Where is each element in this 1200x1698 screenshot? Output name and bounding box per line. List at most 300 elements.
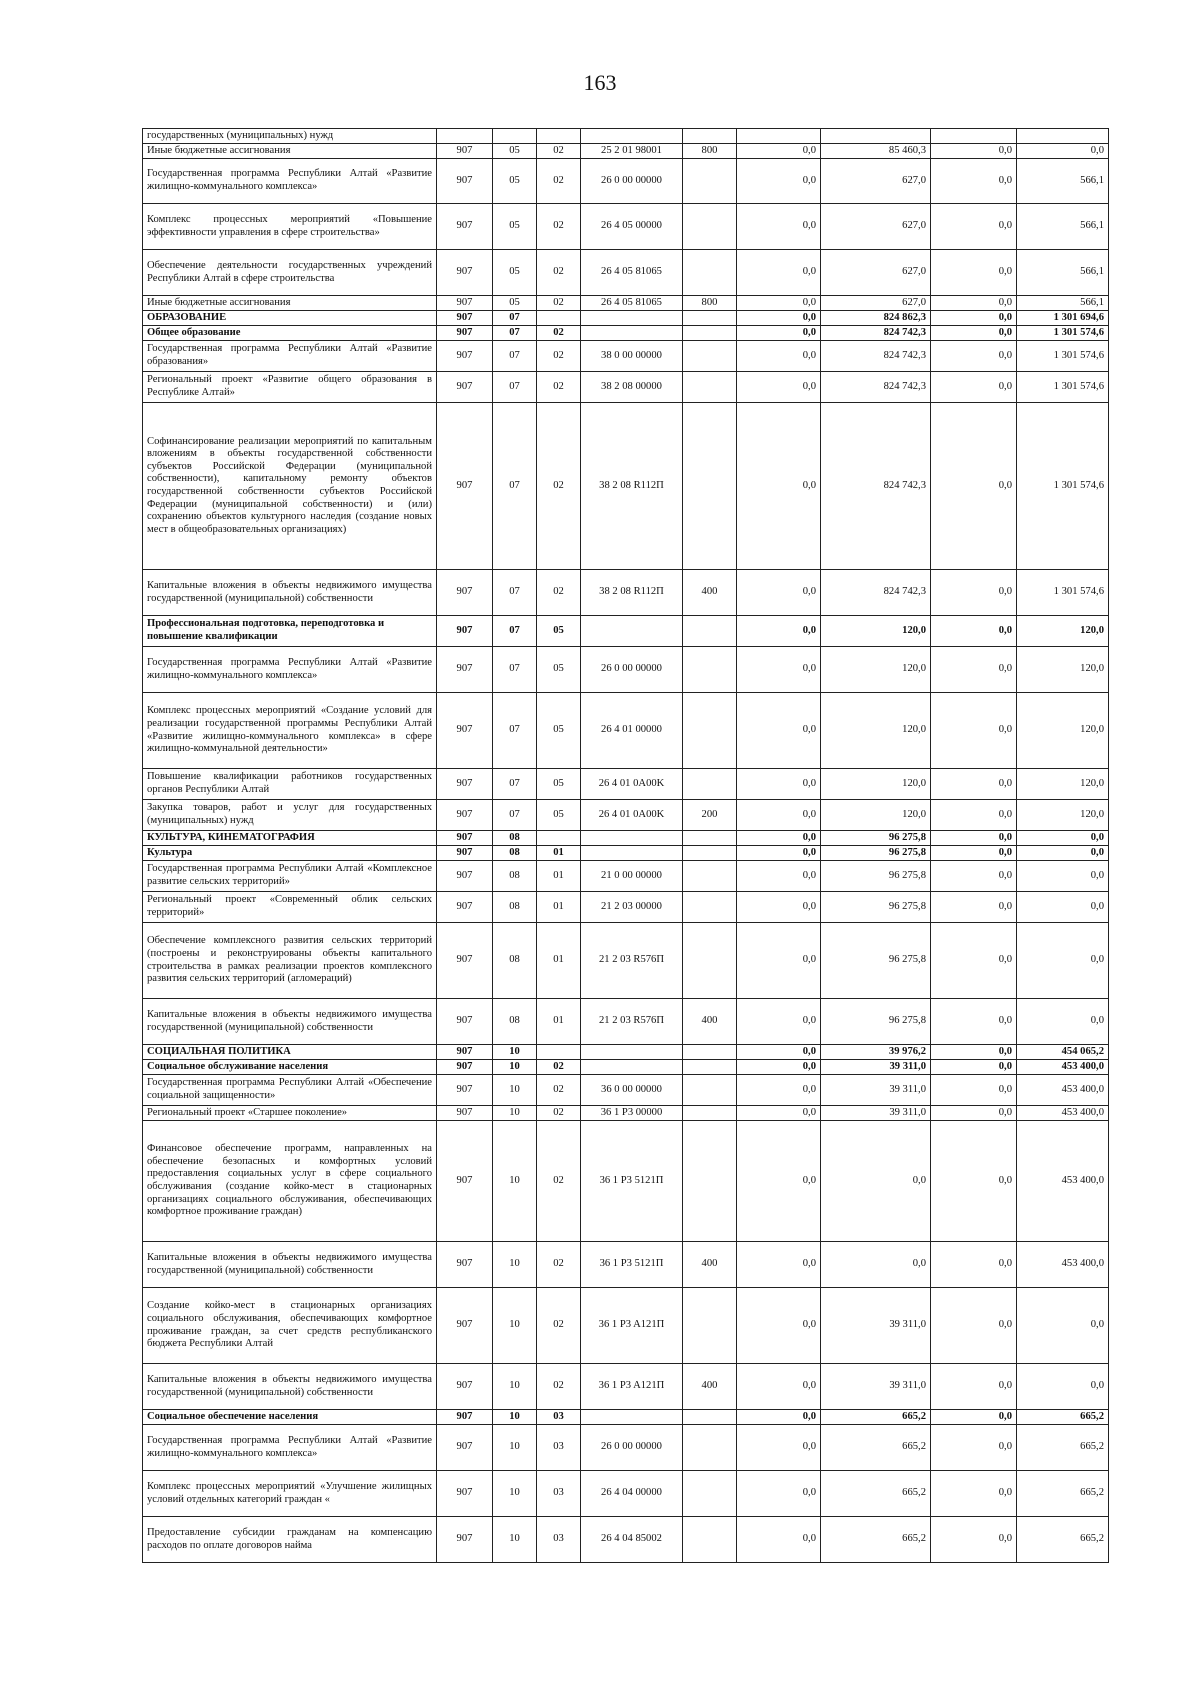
cell-target-article: 38 0 00 00000 bbox=[581, 341, 683, 372]
table-row bbox=[143, 769, 1109, 800]
cell-amount-3: 0,0 bbox=[931, 1060, 1017, 1075]
table-row bbox=[143, 129, 1109, 144]
cell-section: 08 bbox=[493, 831, 537, 846]
cell-subsection: 02 bbox=[537, 403, 581, 570]
cell-amount-4: 453 400,0 bbox=[1017, 1060, 1109, 1075]
cell-amount-1: 0,0 bbox=[737, 999, 821, 1045]
cell-amount-1 bbox=[737, 129, 821, 144]
cell-expense-type: 400 bbox=[683, 570, 737, 616]
cell-amount-4: 454 065,2 bbox=[1017, 1045, 1109, 1060]
cell-amount-3: 0,0 bbox=[931, 570, 1017, 616]
table-row bbox=[143, 144, 1109, 159]
cell-amount-3: 0,0 bbox=[931, 1364, 1017, 1410]
cell-name: Капитальные вложения в объекты недвижимого имущества государственной (муниципальной) собственности bbox=[143, 999, 437, 1045]
cell-amount-4: 0,0 bbox=[1017, 846, 1109, 861]
cell-amount-1: 0,0 bbox=[737, 341, 821, 372]
cell-amount-4: 1 301 574,6 bbox=[1017, 341, 1109, 372]
cell-name: Государственная программа Республики Алтай «Развитие жилищно-коммунального комплекса» bbox=[143, 1425, 437, 1471]
cell-section: 07 bbox=[493, 372, 537, 403]
cell-amount-3: 0,0 bbox=[931, 923, 1017, 999]
cell-amount-2: 39 311,0 bbox=[821, 1364, 931, 1410]
cell-expense-type bbox=[683, 923, 737, 999]
cell-target-article: 26 4 04 85002 bbox=[581, 1517, 683, 1563]
cell-amount-3: 0,0 bbox=[931, 1045, 1017, 1060]
cell-name: Обеспечение деятельности государственных учреждений Республики Алтай в сфере строительства bbox=[143, 250, 437, 296]
cell-section: 07 bbox=[493, 403, 537, 570]
cell-amount-1: 0,0 bbox=[737, 311, 821, 326]
cell-target-article bbox=[581, 1045, 683, 1060]
cell-amount-4: 453 400,0 bbox=[1017, 1121, 1109, 1242]
cell-section: 10 bbox=[493, 1106, 537, 1121]
cell-amount-2: 824 742,3 bbox=[821, 341, 931, 372]
cell-amount-4: 0,0 bbox=[1017, 923, 1109, 999]
cell-name: Государственная программа Республики Алтай «Обеспечение социальной защищенности» bbox=[143, 1075, 437, 1106]
cell-subsection: 02 bbox=[537, 296, 581, 311]
page-number: 163 bbox=[583, 70, 617, 95]
cell-amount-4: 0,0 bbox=[1017, 999, 1109, 1045]
table-row bbox=[143, 311, 1109, 326]
cell-amount-2: 120,0 bbox=[821, 616, 931, 647]
cell-name: Иные бюджетные ассигнования bbox=[143, 144, 437, 159]
cell-amount-1: 0,0 bbox=[737, 1288, 821, 1364]
cell-subsection: 02 bbox=[537, 1364, 581, 1410]
cell-grbs: 907 bbox=[437, 616, 493, 647]
table-row bbox=[143, 1517, 1109, 1563]
cell-amount-1: 0,0 bbox=[737, 1075, 821, 1106]
cell-subsection: 03 bbox=[537, 1410, 581, 1425]
cell-grbs: 907 bbox=[437, 1288, 493, 1364]
cell-amount-3: 0,0 bbox=[931, 311, 1017, 326]
cell-expense-type bbox=[683, 1410, 737, 1425]
cell-amount-4: 120,0 bbox=[1017, 616, 1109, 647]
cell-amount-2: 96 275,8 bbox=[821, 892, 931, 923]
cell-amount-4: 665,2 bbox=[1017, 1517, 1109, 1563]
budget-table-body bbox=[143, 129, 1109, 1563]
cell-amount-4: 120,0 bbox=[1017, 693, 1109, 769]
cell-target-article: 36 0 00 00000 bbox=[581, 1075, 683, 1106]
cell-expense-type bbox=[683, 616, 737, 647]
cell-name: Государственная программа Республики Алтай «Комплексное развитие сельских территорий» bbox=[143, 861, 437, 892]
cell-section: 07 bbox=[493, 616, 537, 647]
cell-subsection: 01 bbox=[537, 892, 581, 923]
cell-grbs: 907 bbox=[437, 800, 493, 831]
table-row bbox=[143, 1288, 1109, 1364]
cell-amount-2: 824 742,3 bbox=[821, 570, 931, 616]
cell-target-article bbox=[581, 616, 683, 647]
cell-name: Обеспечение комплексного развития сельских территорий (построены и реконструированы объекты капитального строительства в рамках реализации проектов комплексного развития сельских территорий (агломераций) bbox=[143, 923, 437, 999]
cell-amount-3: 0,0 bbox=[931, 1288, 1017, 1364]
cell-amount-1: 0,0 bbox=[737, 1045, 821, 1060]
cell-amount-1: 0,0 bbox=[737, 923, 821, 999]
cell-section: 10 bbox=[493, 1364, 537, 1410]
cell-amount-4 bbox=[1017, 129, 1109, 144]
cell-amount-2: 120,0 bbox=[821, 769, 931, 800]
cell-amount-1: 0,0 bbox=[737, 616, 821, 647]
cell-subsection: 02 bbox=[537, 144, 581, 159]
cell-section: 10 bbox=[493, 1288, 537, 1364]
cell-amount-3 bbox=[931, 129, 1017, 144]
table-row bbox=[143, 296, 1109, 311]
cell-name: Иные бюджетные ассигнования bbox=[143, 296, 437, 311]
cell-subsection: 02 bbox=[537, 250, 581, 296]
cell-grbs: 907 bbox=[437, 999, 493, 1045]
cell-expense-type bbox=[683, 341, 737, 372]
cell-amount-2: 120,0 bbox=[821, 693, 931, 769]
cell-subsection: 02 bbox=[537, 1242, 581, 1288]
cell-expense-type bbox=[683, 1106, 737, 1121]
cell-target-article: 26 0 00 00000 bbox=[581, 1425, 683, 1471]
cell-section: 07 bbox=[493, 570, 537, 616]
cell-expense-type bbox=[683, 204, 737, 250]
table-row bbox=[143, 892, 1109, 923]
cell-amount-3: 0,0 bbox=[931, 372, 1017, 403]
cell-expense-type bbox=[683, 1288, 737, 1364]
cell-name: СОЦИАЛЬНАЯ ПОЛИТИКА bbox=[143, 1045, 437, 1060]
cell-amount-2 bbox=[821, 129, 931, 144]
cell-grbs: 907 bbox=[437, 372, 493, 403]
cell-name: Профессиональная подготовка, переподготовка и повышение квалификации bbox=[143, 616, 437, 647]
table-row bbox=[143, 1425, 1109, 1471]
cell-name: государственных (муниципальных) нужд bbox=[143, 129, 437, 144]
cell-name: Региональный проект «Развитие общего образования в Республике Алтай» bbox=[143, 372, 437, 403]
cell-target-article: 26 4 01 00000 bbox=[581, 693, 683, 769]
cell-amount-3: 0,0 bbox=[931, 326, 1017, 341]
cell-amount-1: 0,0 bbox=[737, 647, 821, 693]
cell-amount-2: 627,0 bbox=[821, 250, 931, 296]
cell-amount-4: 1 301 694,6 bbox=[1017, 311, 1109, 326]
cell-expense-type bbox=[683, 372, 737, 403]
cell-subsection: 05 bbox=[537, 693, 581, 769]
table-row bbox=[143, 1471, 1109, 1517]
cell-expense-type bbox=[683, 1517, 737, 1563]
cell-subsection: 02 bbox=[537, 1075, 581, 1106]
cell-subsection: 02 bbox=[537, 372, 581, 403]
cell-amount-1: 0,0 bbox=[737, 1242, 821, 1288]
cell-grbs: 907 bbox=[437, 1075, 493, 1106]
cell-expense-type bbox=[683, 159, 737, 204]
cell-amount-2: 0,0 bbox=[821, 1242, 931, 1288]
cell-name: Социальное обеспечение населения bbox=[143, 1410, 437, 1425]
cell-target-article: 38 2 08 00000 bbox=[581, 372, 683, 403]
table-row bbox=[143, 923, 1109, 999]
cell-grbs: 907 bbox=[437, 1242, 493, 1288]
cell-amount-2: 824 742,3 bbox=[821, 372, 931, 403]
cell-amount-4: 120,0 bbox=[1017, 769, 1109, 800]
cell-expense-type bbox=[683, 1471, 737, 1517]
cell-amount-3: 0,0 bbox=[931, 769, 1017, 800]
cell-target-article: 38 2 08 R112П bbox=[581, 403, 683, 570]
cell-section bbox=[493, 129, 537, 144]
cell-grbs: 907 bbox=[437, 1471, 493, 1517]
table-row bbox=[143, 861, 1109, 892]
cell-name: КУЛЬТУРА, КИНЕМАТОГРАФИЯ bbox=[143, 831, 437, 846]
cell-expense-type bbox=[683, 129, 737, 144]
cell-name: Финансовое обеспечение программ, направленных на обеспечение безопасных и комфортных условий предоставления социальных услуг в сфере социального обслуживания (создание койко-мест в стационарных организациях социального обслуживания, обеспечивающих комфортное проживание граждан) bbox=[143, 1121, 437, 1242]
cell-amount-4: 665,2 bbox=[1017, 1425, 1109, 1471]
cell-amount-4: 0,0 bbox=[1017, 1364, 1109, 1410]
cell-name: Государственная программа Республики Алтай «Развитие образования» bbox=[143, 341, 437, 372]
cell-amount-2: 39 976,2 bbox=[821, 1045, 931, 1060]
cell-amount-3: 0,0 bbox=[931, 1242, 1017, 1288]
cell-amount-1: 0,0 bbox=[737, 250, 821, 296]
cell-grbs: 907 bbox=[437, 1106, 493, 1121]
cell-amount-3: 0,0 bbox=[931, 403, 1017, 570]
cell-amount-2: 665,2 bbox=[821, 1517, 931, 1563]
cell-amount-1: 0,0 bbox=[737, 1364, 821, 1410]
cell-grbs: 907 bbox=[437, 1425, 493, 1471]
cell-subsection: 03 bbox=[537, 1517, 581, 1563]
cell-grbs: 907 bbox=[437, 296, 493, 311]
cell-expense-type bbox=[683, 250, 737, 296]
table-row bbox=[143, 647, 1109, 693]
cell-amount-2: 824 742,3 bbox=[821, 326, 931, 341]
cell-amount-3: 0,0 bbox=[931, 892, 1017, 923]
cell-subsection: 01 bbox=[537, 923, 581, 999]
cell-amount-1: 0,0 bbox=[737, 1121, 821, 1242]
cell-amount-3: 0,0 bbox=[931, 1471, 1017, 1517]
cell-subsection: 02 bbox=[537, 1060, 581, 1075]
cell-name: Социальное обслуживание населения bbox=[143, 1060, 437, 1075]
cell-section: 07 bbox=[493, 800, 537, 831]
cell-section: 07 bbox=[493, 647, 537, 693]
cell-amount-1: 0,0 bbox=[737, 846, 821, 861]
cell-amount-2: 96 275,8 bbox=[821, 861, 931, 892]
cell-amount-4: 120,0 bbox=[1017, 800, 1109, 831]
cell-name: Закупка товаров, работ и услуг для государственных (муниципальных) нужд bbox=[143, 800, 437, 831]
cell-subsection: 02 bbox=[537, 159, 581, 204]
cell-name: Капитальные вложения в объекты недвижимого имущества государственной (муниципальной) собственности bbox=[143, 1242, 437, 1288]
cell-subsection: 01 bbox=[537, 846, 581, 861]
cell-target-article: 36 1 P3 5121П bbox=[581, 1242, 683, 1288]
cell-amount-3: 0,0 bbox=[931, 144, 1017, 159]
cell-expense-type bbox=[683, 861, 737, 892]
cell-subsection: 05 bbox=[537, 800, 581, 831]
cell-target-article: 26 4 01 0A00K bbox=[581, 800, 683, 831]
cell-subsection bbox=[537, 129, 581, 144]
cell-target-article bbox=[581, 1410, 683, 1425]
cell-amount-2: 96 275,8 bbox=[821, 831, 931, 846]
cell-name: Капитальные вложения в объекты недвижимого имущества государственной (муниципальной) собственности bbox=[143, 1364, 437, 1410]
cell-name: Комплекс процессных мероприятий «Создание условий для реализации государственной программы Республики Алтай «Развитие жилищно-коммунального комплекса» в сфере жилищно-коммунальной деятельности» bbox=[143, 693, 437, 769]
cell-amount-1: 0,0 bbox=[737, 693, 821, 769]
cell-expense-type bbox=[683, 326, 737, 341]
cell-target-article bbox=[581, 1060, 683, 1075]
cell-subsection: 01 bbox=[537, 861, 581, 892]
cell-amount-2: 665,2 bbox=[821, 1425, 931, 1471]
cell-target-article bbox=[581, 831, 683, 846]
cell-section: 07 bbox=[493, 769, 537, 800]
cell-section: 10 bbox=[493, 1242, 537, 1288]
cell-amount-1: 0,0 bbox=[737, 1106, 821, 1121]
cell-grbs: 907 bbox=[437, 1364, 493, 1410]
cell-grbs: 907 bbox=[437, 341, 493, 372]
cell-grbs: 907 bbox=[437, 144, 493, 159]
cell-name: ОБРАЗОВАНИЕ bbox=[143, 311, 437, 326]
cell-amount-1: 0,0 bbox=[737, 204, 821, 250]
cell-amount-4: 566,1 bbox=[1017, 159, 1109, 204]
cell-name: Капитальные вложения в объекты недвижимого имущества государственной (муниципальной) собственности bbox=[143, 570, 437, 616]
cell-section: 05 bbox=[493, 204, 537, 250]
table-row bbox=[143, 326, 1109, 341]
cell-expense-type: 400 bbox=[683, 999, 737, 1045]
cell-amount-4: 120,0 bbox=[1017, 647, 1109, 693]
cell-amount-3: 0,0 bbox=[931, 861, 1017, 892]
cell-amount-3: 0,0 bbox=[931, 647, 1017, 693]
cell-grbs: 907 bbox=[437, 403, 493, 570]
table-row bbox=[143, 1242, 1109, 1288]
cell-amount-2: 85 460,3 bbox=[821, 144, 931, 159]
cell-target-article bbox=[581, 311, 683, 326]
cell-target-article: 21 2 03 00000 bbox=[581, 892, 683, 923]
cell-grbs: 907 bbox=[437, 1121, 493, 1242]
cell-amount-3: 0,0 bbox=[931, 616, 1017, 647]
cell-expense-type bbox=[683, 831, 737, 846]
cell-grbs: 907 bbox=[437, 250, 493, 296]
cell-amount-1: 0,0 bbox=[737, 800, 821, 831]
table-row bbox=[143, 1075, 1109, 1106]
cell-target-article: 26 0 00 00000 bbox=[581, 647, 683, 693]
cell-amount-1: 0,0 bbox=[737, 1060, 821, 1075]
cell-amount-4: 566,1 bbox=[1017, 296, 1109, 311]
cell-expense-type: 400 bbox=[683, 1364, 737, 1410]
table-row bbox=[143, 372, 1109, 403]
cell-amount-4: 566,1 bbox=[1017, 204, 1109, 250]
cell-amount-4: 0,0 bbox=[1017, 1288, 1109, 1364]
cell-name: Повышение квалификации работников государственных органов Республики Алтай bbox=[143, 769, 437, 800]
cell-expense-type bbox=[683, 892, 737, 923]
cell-target-article: 25 2 01 98001 bbox=[581, 144, 683, 159]
cell-amount-1: 0,0 bbox=[737, 861, 821, 892]
cell-section: 05 bbox=[493, 144, 537, 159]
cell-expense-type bbox=[683, 846, 737, 861]
cell-amount-1: 0,0 bbox=[737, 1471, 821, 1517]
cell-subsection: 02 bbox=[537, 1121, 581, 1242]
cell-grbs: 907 bbox=[437, 311, 493, 326]
cell-amount-3: 0,0 bbox=[931, 250, 1017, 296]
table-row bbox=[143, 341, 1109, 372]
cell-amount-1: 0,0 bbox=[737, 1410, 821, 1425]
cell-section: 07 bbox=[493, 693, 537, 769]
cell-amount-4: 0,0 bbox=[1017, 861, 1109, 892]
cell-amount-4: 0,0 bbox=[1017, 892, 1109, 923]
cell-target-article: 26 4 05 81065 bbox=[581, 296, 683, 311]
cell-grbs: 907 bbox=[437, 693, 493, 769]
cell-section: 07 bbox=[493, 341, 537, 372]
cell-amount-3: 0,0 bbox=[931, 159, 1017, 204]
cell-grbs: 907 bbox=[437, 1410, 493, 1425]
cell-amount-4: 1 301 574,6 bbox=[1017, 372, 1109, 403]
cell-amount-1: 0,0 bbox=[737, 403, 821, 570]
table-row bbox=[143, 570, 1109, 616]
cell-target-article: 36 1 P3 A121П bbox=[581, 1364, 683, 1410]
cell-target-article: 26 4 01 0A00K bbox=[581, 769, 683, 800]
cell-subsection: 02 bbox=[537, 570, 581, 616]
cell-grbs: 907 bbox=[437, 861, 493, 892]
cell-amount-4: 1 301 574,6 bbox=[1017, 570, 1109, 616]
cell-section: 10 bbox=[493, 1410, 537, 1425]
cell-expense-type bbox=[683, 403, 737, 570]
cell-amount-3: 0,0 bbox=[931, 999, 1017, 1045]
cell-target-article: 21 2 03 R576П bbox=[581, 999, 683, 1045]
cell-grbs bbox=[437, 129, 493, 144]
cell-expense-type bbox=[683, 647, 737, 693]
cell-name: Региональный проект «Современный облик сельских территорий» bbox=[143, 892, 437, 923]
cell-amount-2: 665,2 bbox=[821, 1471, 931, 1517]
cell-amount-1: 0,0 bbox=[737, 570, 821, 616]
cell-section: 10 bbox=[493, 1060, 537, 1075]
cell-amount-4: 453 400,0 bbox=[1017, 1106, 1109, 1121]
table-row bbox=[143, 999, 1109, 1045]
cell-amount-1: 0,0 bbox=[737, 1425, 821, 1471]
cell-name: Региональный проект «Старшее поколение» bbox=[143, 1106, 437, 1121]
cell-section: 05 bbox=[493, 296, 537, 311]
cell-expense-type: 800 bbox=[683, 144, 737, 159]
cell-amount-3: 0,0 bbox=[931, 846, 1017, 861]
cell-target-article: 36 1 P3 00000 bbox=[581, 1106, 683, 1121]
table-row bbox=[143, 250, 1109, 296]
cell-amount-3: 0,0 bbox=[931, 204, 1017, 250]
cell-section: 10 bbox=[493, 1045, 537, 1060]
table-row bbox=[143, 831, 1109, 846]
cell-subsection bbox=[537, 831, 581, 846]
table-row bbox=[143, 1106, 1109, 1121]
cell-target-article: 36 1 P3 A121П bbox=[581, 1288, 683, 1364]
table-row bbox=[143, 1364, 1109, 1410]
table-row bbox=[143, 1060, 1109, 1075]
cell-expense-type bbox=[683, 693, 737, 769]
cell-amount-4: 453 400,0 bbox=[1017, 1242, 1109, 1288]
table-row bbox=[143, 693, 1109, 769]
cell-target-article: 26 4 05 00000 bbox=[581, 204, 683, 250]
cell-subsection: 02 bbox=[537, 341, 581, 372]
cell-amount-1: 0,0 bbox=[737, 159, 821, 204]
cell-grbs: 907 bbox=[437, 1517, 493, 1563]
table-row bbox=[143, 1410, 1109, 1425]
cell-section: 08 bbox=[493, 846, 537, 861]
cell-amount-3: 0,0 bbox=[931, 1425, 1017, 1471]
cell-amount-2: 627,0 bbox=[821, 296, 931, 311]
cell-section: 10 bbox=[493, 1425, 537, 1471]
cell-subsection bbox=[537, 1045, 581, 1060]
cell-section: 08 bbox=[493, 923, 537, 999]
cell-amount-2: 39 311,0 bbox=[821, 1060, 931, 1075]
cell-amount-3: 0,0 bbox=[931, 831, 1017, 846]
table-row bbox=[143, 616, 1109, 647]
cell-subsection: 02 bbox=[537, 326, 581, 341]
cell-section: 08 bbox=[493, 999, 537, 1045]
cell-amount-4: 1 301 574,6 bbox=[1017, 403, 1109, 570]
cell-amount-2: 39 311,0 bbox=[821, 1288, 931, 1364]
table-row bbox=[143, 159, 1109, 204]
cell-amount-2: 0,0 bbox=[821, 1121, 931, 1242]
cell-amount-4: 1 301 574,6 bbox=[1017, 326, 1109, 341]
cell-amount-3: 0,0 bbox=[931, 296, 1017, 311]
table-row bbox=[143, 1121, 1109, 1242]
cell-grbs: 907 bbox=[437, 159, 493, 204]
cell-amount-1: 0,0 bbox=[737, 144, 821, 159]
cell-amount-3: 0,0 bbox=[931, 1075, 1017, 1106]
cell-name: Софинансирование реализации мероприятий по капитальным вложениям в объекты государственной собственности субъектов Российской Федерации (муниципальной собственности), капитальному ремонту объектов государственной собственности субъектов Российской Федерации (муниципальной собственности) и (или) сохранению объектов культурного наследия (создание новых мест в общеобразовательных организациях) bbox=[143, 403, 437, 570]
cell-grbs: 907 bbox=[437, 326, 493, 341]
cell-section: 10 bbox=[493, 1517, 537, 1563]
cell-amount-4: 665,2 bbox=[1017, 1471, 1109, 1517]
cell-amount-2: 824 742,3 bbox=[821, 403, 931, 570]
cell-section: 07 bbox=[493, 311, 537, 326]
cell-amount-3: 0,0 bbox=[931, 1121, 1017, 1242]
cell-grbs: 907 bbox=[437, 204, 493, 250]
table-row bbox=[143, 800, 1109, 831]
budget-table bbox=[142, 128, 1109, 1563]
